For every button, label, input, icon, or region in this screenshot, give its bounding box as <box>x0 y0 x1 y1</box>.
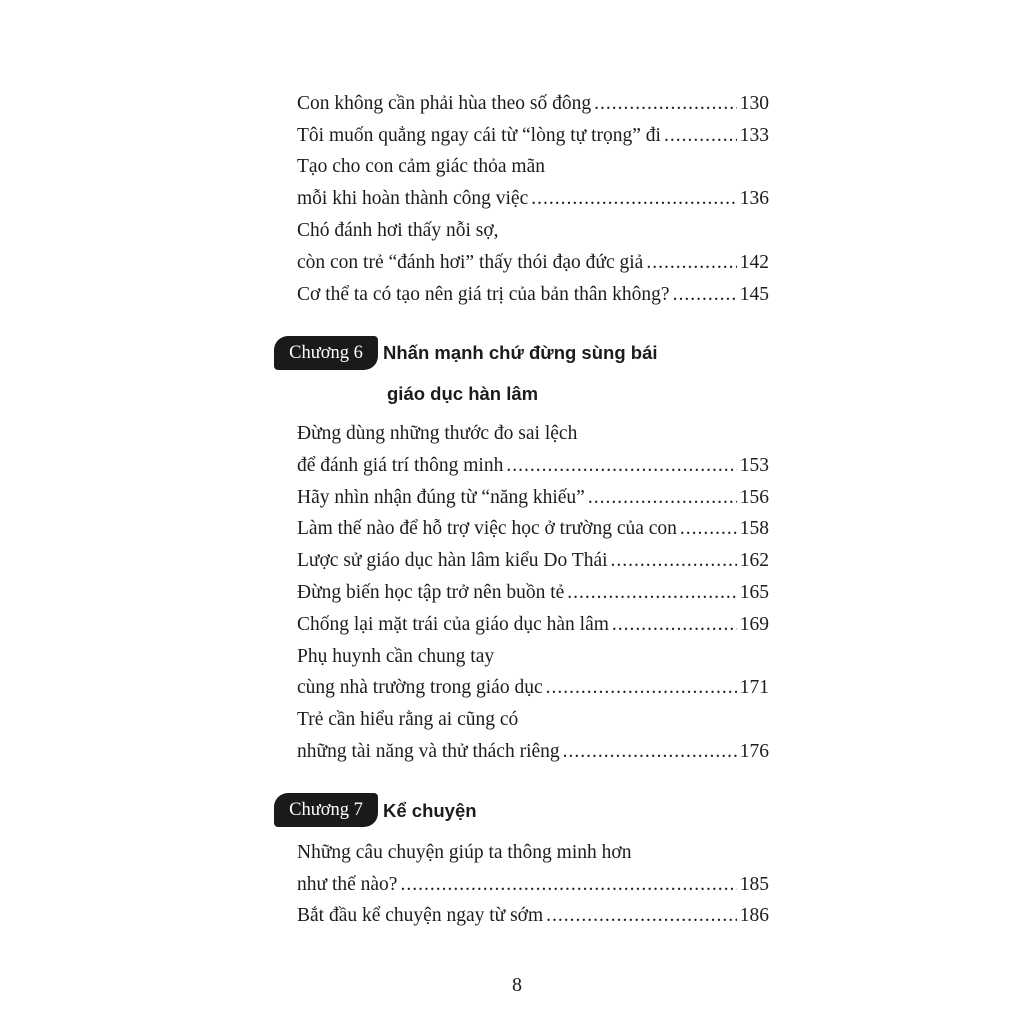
toc-entry[interactable] <box>297 672 769 704</box>
toc-entry-page: 142 <box>739 252 769 273</box>
toc-entry-title: cùng nhà trường trong giáo dục <box>297 677 543 698</box>
toc-entry[interactable] <box>297 609 769 641</box>
toc-entry-title: Làm thế nào để hỗ trợ việc học ở trường của con <box>297 518 677 539</box>
toc-entry-page: 165 <box>739 582 769 603</box>
toc-entry-title: để đánh giá trí thông minh <box>297 455 504 476</box>
leader-dots <box>611 545 737 577</box>
toc-entry-title: Hãy nhìn nhận đúng từ “năng khiếu” <box>297 487 585 508</box>
toc-entry[interactable] <box>297 736 769 768</box>
leader-dots <box>506 450 736 482</box>
toc-entry-first-line[interactable]: Chó đánh hơi thấy nỗi sợ, <box>297 220 499 241</box>
toc-entry-page: 133 <box>739 125 769 146</box>
leader-dots <box>646 247 736 279</box>
toc-entry-title: những tài năng và thử thách riêng <box>297 741 560 762</box>
toc-entry[interactable] <box>297 183 769 215</box>
toc-entry-page: 162 <box>739 550 769 571</box>
toc-entry-title: Cơ thể ta có tạo nên giá trị của bản thân không? <box>297 284 670 305</box>
leader-dots <box>594 88 737 120</box>
toc-entry-title: Tôi muốn quẳng ngay cái từ “lòng tự trọng” đi <box>297 125 661 146</box>
leader-dots <box>588 482 737 514</box>
chapter-6-badge[interactable]: Chương 6 <box>274 336 378 370</box>
page-number: 8 <box>512 974 522 996</box>
toc-entry-page: 171 <box>739 677 769 698</box>
toc-entry-title: như thế nào? <box>297 874 398 895</box>
toc-entry-page: 176 <box>739 741 769 762</box>
leader-dots <box>612 609 737 641</box>
toc-entry-title: còn con trẻ “đánh hơi” thấy thói đạo đức giả <box>297 252 644 273</box>
toc-entry[interactable] <box>297 247 769 279</box>
toc-entry-page: 185 <box>739 874 769 895</box>
leader-dots <box>546 900 737 932</box>
toc-entry[interactable] <box>297 120 769 152</box>
chapter-7-badge[interactable]: Chương 7 <box>274 793 378 827</box>
toc-entry-page: 153 <box>739 455 769 476</box>
chapter-6-title-continued[interactable]: giáo dục hàn lâm <box>387 383 539 404</box>
toc-entry-first-line[interactable]: Phụ huynh cần chung tay <box>297 646 495 667</box>
toc-entry[interactable] <box>297 513 769 545</box>
toc-entry-title: Đừng biến học tập trở nên buồn tẻ <box>297 582 565 603</box>
toc-entry-title: Lược sử giáo dục hàn lâm kiểu Do Thái <box>297 550 608 571</box>
toc-entry-first-line[interactable]: Tạo cho con cảm giác thỏa mãn <box>297 156 545 177</box>
toc-entry-page: 156 <box>739 487 769 508</box>
toc-entry-title: mỗi khi hoàn thành công việc <box>297 188 529 209</box>
toc-entry-first-line[interactable]: Trẻ cần hiểu rằng ai cũng có <box>297 709 519 730</box>
toc-entry-title: Bắt đầu kể chuyện ngay từ sớm <box>297 905 544 926</box>
toc-entry-first-line[interactable]: Những câu chuyện giúp ta thông minh hơn <box>297 842 632 863</box>
leader-dots <box>546 672 737 704</box>
leader-dots <box>680 513 737 545</box>
toc-entry[interactable] <box>297 482 769 514</box>
toc-entry[interactable] <box>297 577 769 609</box>
toc-entry-first-line[interactable]: Đừng dùng những thước đo sai lệch <box>297 423 578 444</box>
leader-dots <box>400 869 736 901</box>
toc-entry-page: 186 <box>739 905 769 926</box>
toc-entry[interactable] <box>297 869 769 901</box>
toc-entry[interactable] <box>297 88 769 120</box>
leader-dots <box>567 577 736 609</box>
toc-entry-title: Con không cần phải hùa theo số đông <box>297 93 592 114</box>
leader-dots <box>673 279 737 311</box>
toc-entry-page: 145 <box>739 284 769 305</box>
toc-entry-page: 130 <box>739 93 769 114</box>
chapter-6-title[interactable]: Nhấn mạnh chứ đừng sùng bái <box>383 342 658 363</box>
leader-dots <box>563 736 737 768</box>
leader-dots <box>531 183 737 215</box>
toc-entry-page: 169 <box>739 614 769 635</box>
toc-entry[interactable] <box>297 545 769 577</box>
toc-entry[interactable] <box>297 279 769 311</box>
toc-entry-page: 158 <box>739 518 769 539</box>
toc-entry[interactable] <box>297 450 769 482</box>
toc-entry[interactable] <box>297 900 769 932</box>
toc-entry-title: Chống lại mặt trái của giáo dục hàn lâm <box>297 614 609 635</box>
chapter-7-title[interactable]: Kể chuyện <box>383 800 477 821</box>
leader-dots <box>664 120 737 152</box>
toc-entry-page: 136 <box>739 188 769 209</box>
